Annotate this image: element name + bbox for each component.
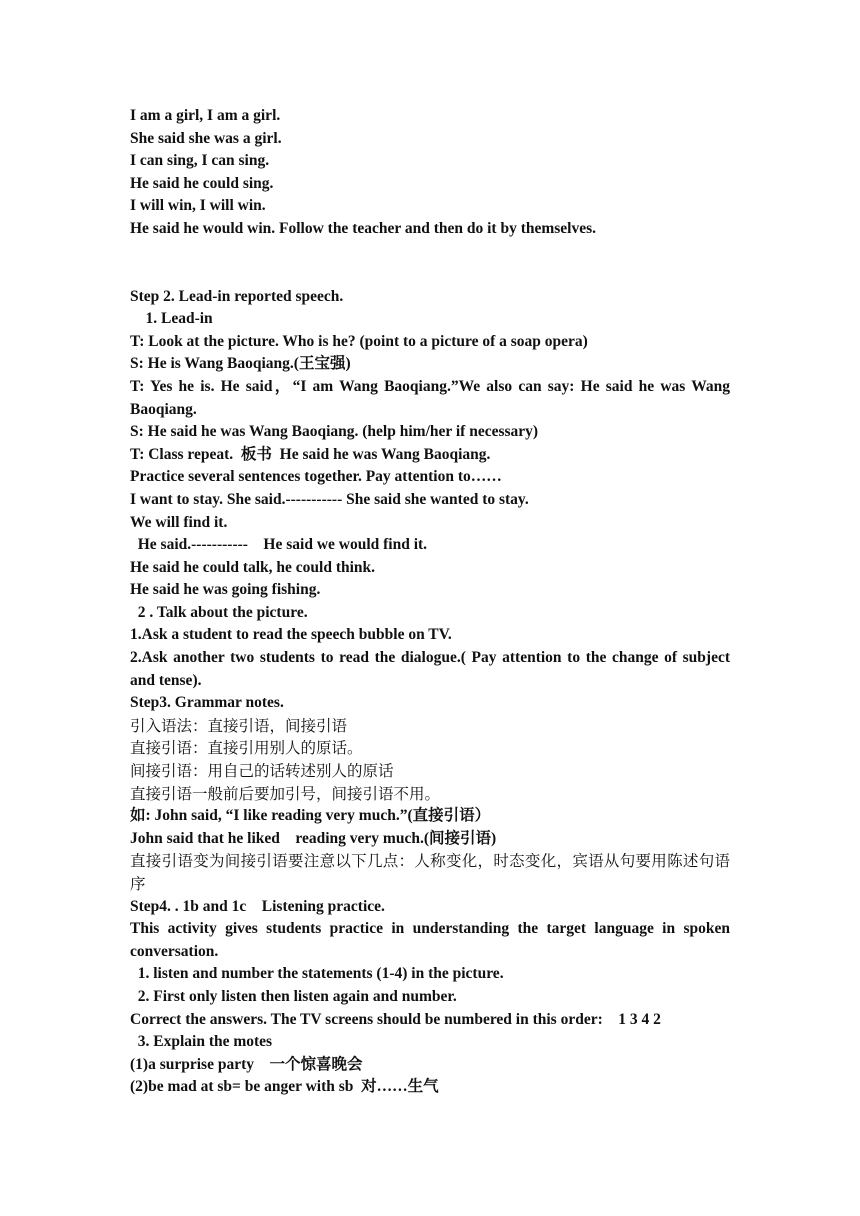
step2-t2: T: Yes he is. He said，“I am Wang Baoqiang.”We also can say: He said he was Wang Baoqiang.	[130, 377, 730, 418]
step4-title: Step4. . 1b and 1c Listening practice.	[130, 897, 385, 915]
step2-sub1: 1. Lead-in	[130, 310, 213, 328]
step4-correct: Correct the answers. The TV screens should be numbered in this order: 1 3 4 2	[130, 1010, 661, 1028]
step2-title: Step 2. Lead-in reported speech.	[130, 287, 344, 305]
step3-cn-2: 直接引语：直接引用别人的原话。	[130, 739, 363, 758]
step3-cn-3: 间接引语：用自己的话转述别人的原话	[130, 762, 394, 781]
intro-line-3: I can sing, I can sing.	[130, 152, 270, 170]
step3-example-1: 如: John said, “I like reading very much.”(直接引语）	[130, 807, 491, 825]
step2-ex5: He said he was going fishing.	[130, 581, 321, 599]
section-spacer	[130, 241, 730, 286]
step4-l1: 1. listen and number the statements (1-4) in the picture.	[130, 965, 504, 983]
step2-ex1: I want to stay. She said.----------- She said she wanted to stay.	[130, 490, 529, 508]
step2-ex2: We will find it.	[130, 513, 228, 531]
step2-a2: 2.Ask another two students to read the dialogue.( Pay attention to the change of subject and tense).	[130, 649, 730, 689]
step3-cn-1: 引入语法：直接引语，间接引语	[130, 716, 348, 735]
step3-cn-4: 直接引语一般前后要加引号，间接引语不用。	[130, 784, 441, 803]
step2-s1: S: He is Wang Baoqiang.(王宝强)	[130, 355, 351, 373]
intro-line-6: He said he would win. Follow the teacher and then do it by themselves.	[130, 219, 597, 237]
step2-practice: Practice several sentences together. Pay attention to……	[130, 468, 502, 486]
intro-line-4: He said he could sing.	[130, 174, 274, 192]
step2-ex4: He said he could talk, he could think.	[130, 558, 376, 576]
intro-line-2: She said she was a girl.	[130, 129, 282, 147]
document-page	[130, 105, 730, 1099]
step2-t1: T: Look at the picture. Who is he? (point to a picture of a soap opera)	[130, 332, 588, 350]
step2-a1: 1.Ask a student to read the speech bubble on TV.	[130, 626, 452, 644]
step3-cn-5: 直接引语变为间接引语要注意以下几点：人称变化，时态变化，宾语从句要用陈述句语序	[130, 852, 730, 893]
step4-l2: 2. First only listen then listen again and number.	[130, 987, 457, 1005]
intro-line-1: I am a girl, I am a girl.	[130, 107, 281, 124]
step2-ex3: He said.----------- He said we would find it.	[130, 536, 428, 554]
step2-t3: T: Class repeat. 板书 He said he was Wang Baoqiang.	[130, 445, 491, 463]
step2-sub2: 2 . Talk about the picture.	[130, 603, 308, 621]
step4-note-2: (2)be mad at sb= be anger with sb 对……生气	[130, 1078, 439, 1096]
intro-line-5: I will win, I will win.	[130, 197, 266, 215]
step3-title: Step3. Grammar notes.	[130, 694, 284, 712]
step2-s2: S: He said he was Wang Baoqiang. (help him/her if necessary)	[130, 423, 539, 441]
step4-note-1: (1)a surprise party 一个惊喜晚会	[130, 1055, 363, 1073]
step4-l3: 3. Explain the motes	[130, 1033, 273, 1051]
step4-desc: This activity gives students practice in understanding the target language in spoken conversation.	[130, 920, 730, 960]
step3-example-2: John said that he liked reading very much.(间接引语)	[130, 829, 497, 847]
